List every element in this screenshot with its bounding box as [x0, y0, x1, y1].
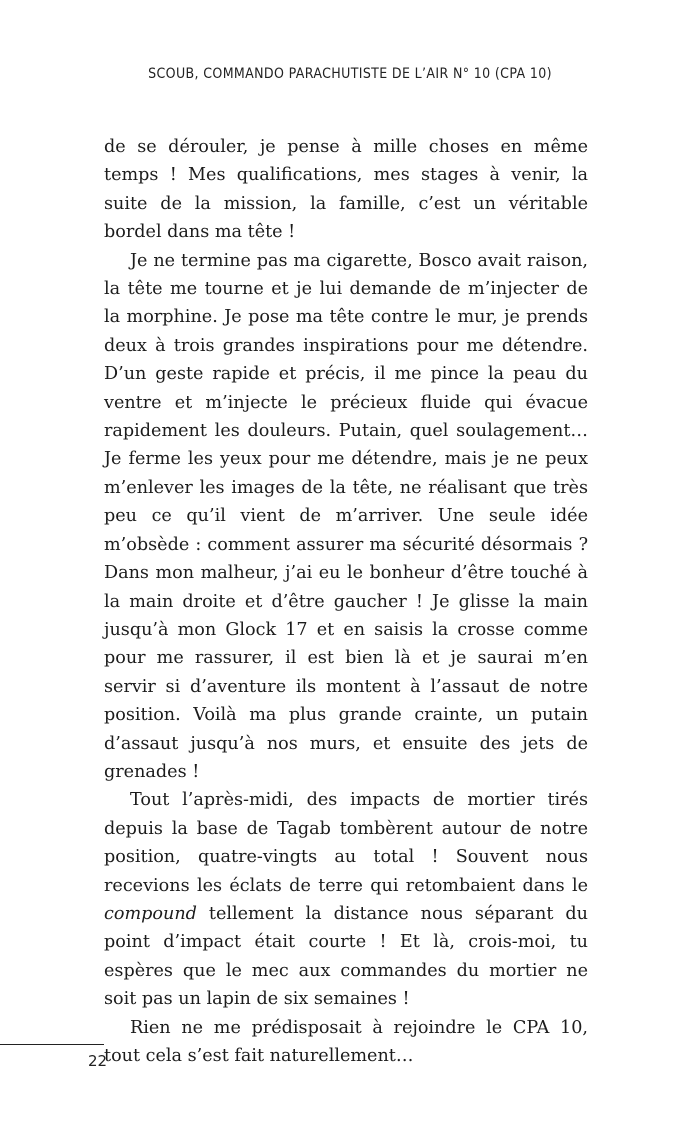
running-head: SCOUB, COMMANDO PARACHUTISTE DE L’AIR N° 10 (CPA 10)	[148, 66, 552, 82]
footer-rule	[0, 1044, 104, 1045]
paragraph-1: de se dérouler, je pense à mille choses en même temps ! Mes qualifications, mes stages à venir, la suite de la mission, la famille, c’est un véritable bordel dans ma tête !	[104, 137, 588, 243]
paragraph-3	[104, 786, 588, 1013]
body-text	[104, 133, 588, 1070]
paragraph-3-text-start: Tout l’après-midi, des impacts de mortier tirés depuis la base de Tagab tombèrent autour de notre position, quatre-vingts au total ! Souvent nous recevions les éclats de terre qui retombaient dans le	[104, 790, 588, 896]
paragraph-2: Je ne termine pas ma cigarette, Bosco avait raison, la tête me tourne et je lui demande de m’injecter de la morphine. Je pose ma tête contre le mur, je prends deux à trois grandes inspirations pour me détendre. D’un geste rapide et précis, il me pince la peau du ventre et m’injecte le précieux fluide qui évacue rapidement les douleurs. Putain, quel soulagement… Je ferme les yeux pour me détendre, mais je ne peux m’enlever les images de la tête, ne réalisant que très peu ce qu’il vient de m’arriver. Une seule idée m’obsède : comment assurer ma sécurité désormais ? Dans mon malheur, j’ai eu le bonheur d’être touché à la main droite et d’être gaucher ! Je glisse la main jusqu’à mon Glock 17 et en saisis la crosse comme pour me rassurer, il est bien là et je saurai m’en servir si d’aventure ils montent à l’assaut de notre position. Voilà ma plus grande crainte, un putain d’assaut jusqu’à nos murs, et ensuite des jets de grenades !	[104, 250, 588, 782]
paragraph-4: Rien ne me prédisposait à rejoindre le CPA 10, tout cela s’est fait naturellement…	[104, 1017, 588, 1066]
italic-term-compound: compound	[104, 903, 197, 924]
page-number: 22	[88, 1052, 108, 1070]
paragraph-3-text-end: tellement la distance nous séparant du point d’impact était courte ! Et là, crois-moi, tu espères que le mec aux commandes du mortier ne soit pas un lapin de six semaines !	[104, 903, 588, 1010]
